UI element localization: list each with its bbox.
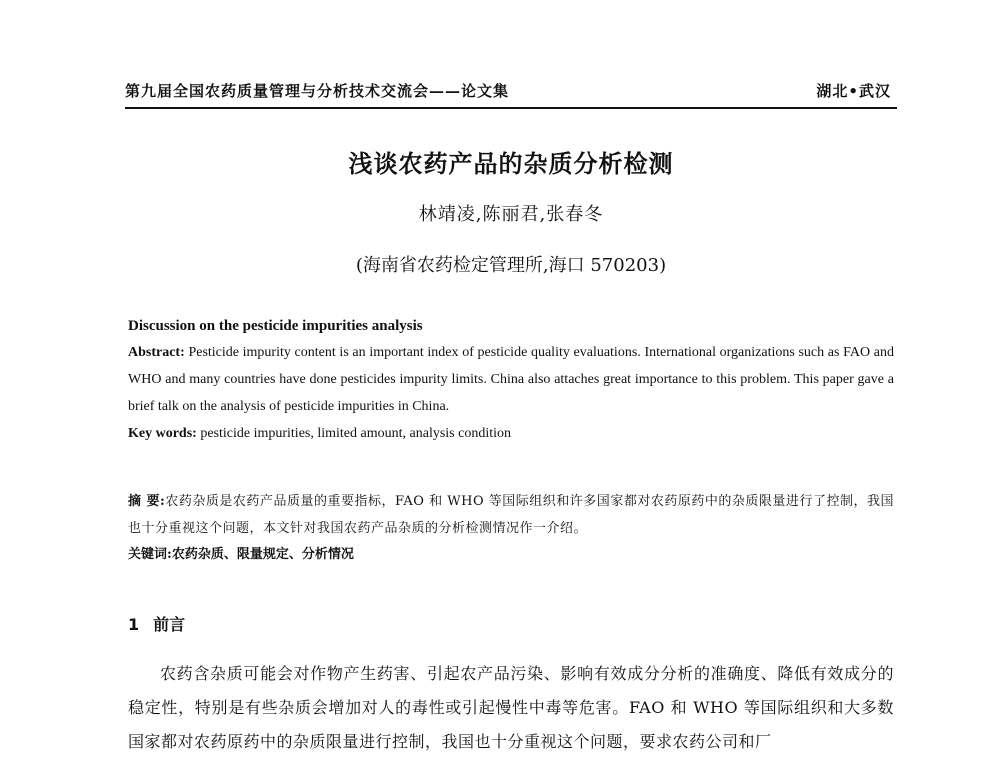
cn-keywords-text: 农药杂质、限量规定、分析情况 (171, 547, 354, 562)
keywords-label: Key words: (128, 426, 197, 441)
abstract-label: Abstract: (128, 345, 185, 360)
english-abstract (128, 339, 894, 420)
paper-title: 浅谈农药产品的杂质分析检测 (348, 150, 674, 178)
chinese-abstract (128, 488, 894, 542)
section-title: 前言 (153, 615, 186, 634)
chinese-keywords (128, 544, 894, 566)
cn-keywords-label: 关键词: (128, 547, 172, 562)
conference-location: 湖北•武汉 (816, 82, 891, 100)
section-body: 农药含杂质可能会对作物产生药害、引起农产品污染、影响有效成分分析的准确度、降低有效成分的稳定性，特别是有些杂质会增加对人的毒性或引起慢性中毒等危害。FAO 和 WHO 等国际组织和大多数国家都对农药原药中的杂质限量进行控制，我国也十分重视这个问题，要求农药公司和厂 (128, 664, 894, 751)
abstract-text: Pesticide impurity content is an important index of pesticide quality evaluations. International organizations such as FAO and WHO and many countries have done pesticides impurity limits. China also attaches great importance to this problem. This paper gave a brief talk on the analysis of pesticide impurities in China. (128, 345, 894, 414)
cn-abstract-text: 农药杂质是农药产品质量的重要指标，FAO 和 WHO 等国际组织和许多国家都对农药原药中的杂质限量进行了控制，我国也十分重视这个问题，本文针对我国农药产品杂质的分析检测情况作一介绍。 (128, 494, 894, 536)
header-divider (125, 107, 897, 109)
paper-affiliation: (海南省农药检定管理所,海口 570203) (355, 255, 667, 276)
conference-title: 第九届全国农药质量管理与分析技术交流会——论文集 (125, 82, 510, 100)
paper-authors: 林靖凌,陈丽君,张春冬 (418, 204, 604, 225)
keywords-text: pesticide impurities, limited amount, analysis condition (200, 426, 512, 441)
cn-abstract-label: 摘 要: (128, 494, 166, 509)
english-keywords (128, 420, 894, 447)
english-abstract-block (128, 315, 894, 447)
running-header (125, 80, 897, 102)
section-heading (128, 612, 185, 635)
english-title: Discussion on the pesticide impurities analysis (128, 318, 423, 334)
section-number: 1 (128, 615, 140, 634)
